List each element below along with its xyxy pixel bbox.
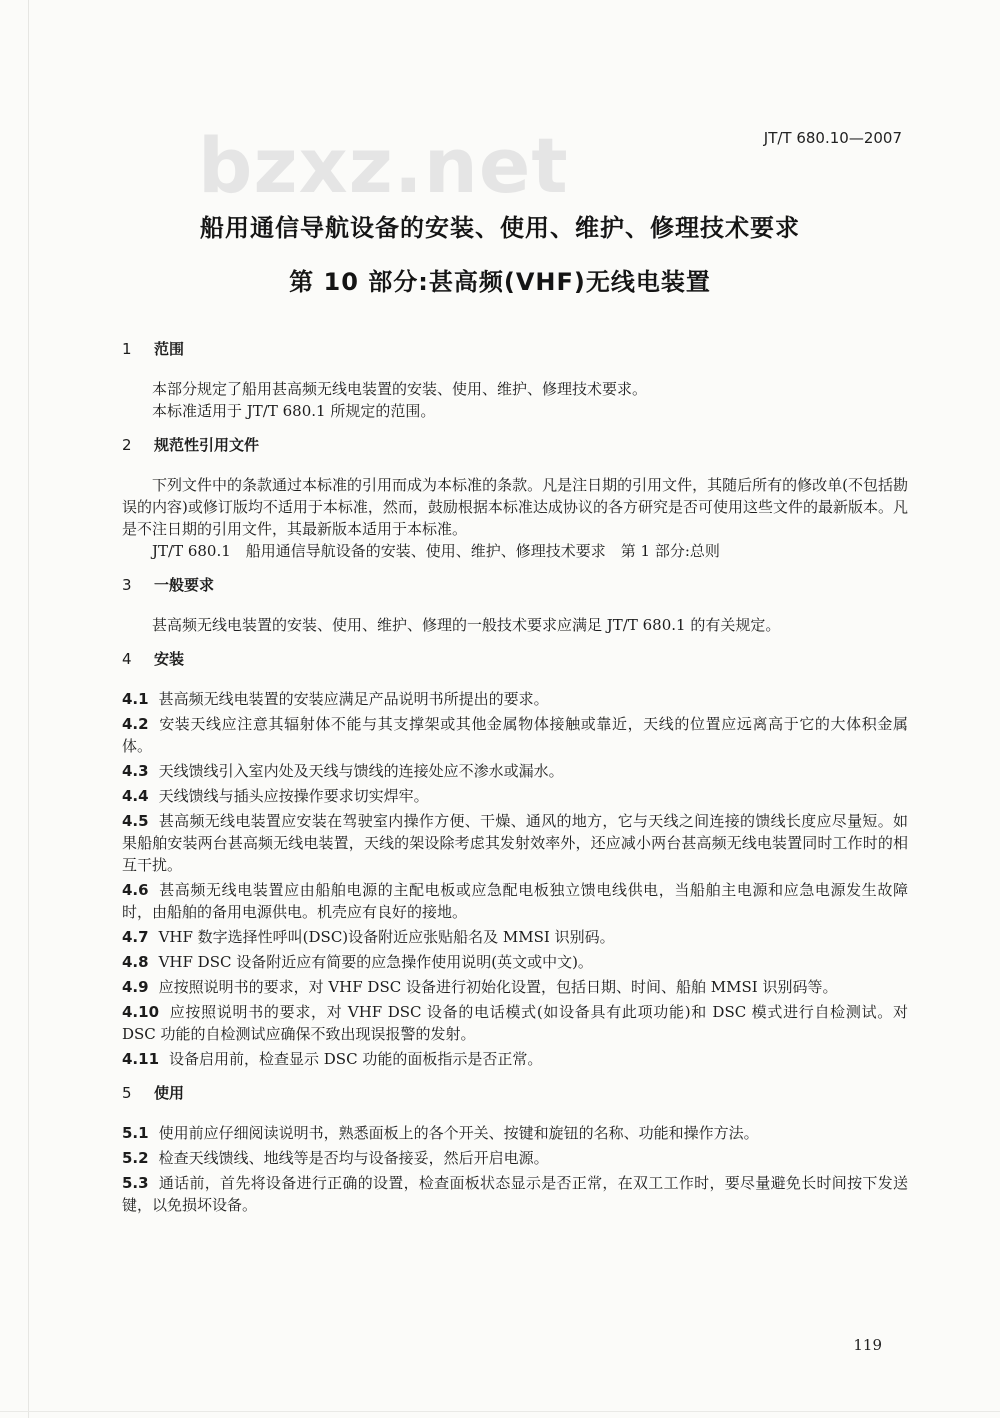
- clause-text: 应按照说明书的要求，对 VHF DSC 设备进行初始化设置，包括日期、时间、船舶 MMSI 识别码等。: [158, 978, 838, 996]
- section-5: [122, 1082, 908, 1216]
- clause: [122, 1001, 908, 1045]
- section-title: 安装: [154, 650, 185, 668]
- watermark: bzxz.net: [198, 121, 569, 210]
- section-heading: [122, 338, 908, 360]
- clause: [122, 1172, 908, 1216]
- clause-number: 5.3: [122, 1174, 149, 1192]
- section-2: [122, 434, 908, 562]
- clause-number: 4.11: [122, 1050, 160, 1068]
- clause-number: 4.5: [122, 812, 149, 830]
- page-number: 119: [853, 1336, 882, 1354]
- clause-text: 使用前应仔细阅读说明书，熟悉面板上的各个开关、按键和旋钮的名称、功能和操作方法。: [158, 1124, 759, 1142]
- section-number: 4: [122, 650, 132, 668]
- paragraph: 本部分规定了船用甚高频无线电装置的安装、使用、维护、修理技术要求。: [152, 380, 648, 398]
- section-1: [122, 338, 908, 422]
- clause: [122, 760, 908, 782]
- standard-code: JT/T 680.10—2007: [763, 129, 902, 147]
- clause-text: VHF DSC 设备附近应有简要的应急操作使用说明(英文或中文)。: [158, 953, 593, 971]
- clause: [122, 688, 908, 710]
- clause-text: 甚高频无线电装置应由船舶电源的主配电板或应急配电板独立馈电线供电，当船舶主电源和应急电源发生故障时，由船舶的备用电源供电。机壳应有良好的接地。: [122, 881, 908, 921]
- clause-number: 4.3: [122, 762, 149, 780]
- clause-text: 天线馈线与插头应按操作要求切实焊牢。: [158, 787, 429, 805]
- normative-reference: JT/T 680.1 船用通信导航设备的安装、使用、维护、修理技术要求 第 1 部分:总则: [152, 542, 720, 560]
- clause-number: 4.6: [122, 881, 149, 899]
- clause-text: VHF 数字选择性呼叫(DSC)设备附近应张贴船名及 MMSI 识别码。: [158, 928, 615, 946]
- scan-edge-bottom: [0, 1411, 1000, 1412]
- clause-text: 甚高频无线电装置的安装应满足产品说明书所提出的要求。: [158, 690, 549, 708]
- clause-text: 应按照说明书的要求，对 VHF DSC 设备的电话模式(如设备具有此项功能)和 DSC 模式进行自检测试。对 DSC 功能的自检测试应确保不致出现误报警的发射。: [122, 1003, 908, 1043]
- section-title: 范围: [154, 340, 185, 358]
- clause-number: 4.2: [122, 715, 149, 733]
- section-heading: [122, 648, 908, 670]
- clause: [122, 1048, 908, 1070]
- clause-number: 5.1: [122, 1124, 149, 1142]
- clause-text: 通话前，首先将设备进行正确的设置，检查面板状态显示是否正常，在双工工作时，要尽量避免长时间按下发送键，以免损坏设备。: [122, 1174, 908, 1214]
- document-body: [122, 338, 908, 1228]
- clause: [122, 785, 908, 807]
- paragraph: 本标准适用于 JT/T 680.1 所规定的范围。: [152, 402, 436, 420]
- section-title: 使用: [154, 1084, 185, 1102]
- section-number: 5: [122, 1084, 132, 1102]
- clause: [122, 810, 908, 876]
- clause: [122, 1147, 908, 1169]
- clause-text: 设备启用前，检查显示 DSC 功能的面板指示是否正常。: [169, 1050, 543, 1068]
- clause: [122, 713, 908, 757]
- section-heading: [122, 1082, 908, 1104]
- section-heading: [122, 574, 908, 596]
- section-heading: [122, 434, 908, 456]
- clause-number: 4.10: [122, 1003, 160, 1021]
- clause-number: 4.4: [122, 787, 149, 805]
- clause-text: 安装天线应注意其辐射体不能与其支撑架或其他金属物体接触或靠近，天线的位置应远离高于它的大体积金属体。: [122, 715, 908, 755]
- clause: [122, 926, 908, 948]
- clause: [122, 1122, 908, 1144]
- section-3: [122, 574, 908, 636]
- clause-number: 4.8: [122, 953, 149, 971]
- clause-text: 天线馈线引入室内处及天线与馈线的连接处应不渗水或漏水。: [158, 762, 564, 780]
- paragraph: 下列文件中的条款通过本标准的引用而成为本标准的条款。凡是注日期的引用文件，其随后所有的修改单(不包括勘误的内容)或修订版均不适用于本标准，然而，鼓励根据本标准达成协议的各方研究是否可使用这些文件的最新版本。凡是不注日期的引用文件，其最新版本适用于本标准。: [122, 476, 908, 538]
- clause-text: 甚高频无线电装置应安装在驾驶室内操作方便、干燥、通风的地方，它与天线之间连接的馈线长度应尽量短。如果船舶安装两台甚高频无线电装置，天线的架设除考虑其发射效率外，还应减小两台甚高频无线电装置同时工作时的相互干扰。: [122, 812, 908, 874]
- clause-number: 5.2: [122, 1149, 149, 1167]
- document-subtitle: 第 10 部分:甚高频(VHF)无线电装置: [289, 268, 711, 296]
- clause: [122, 976, 908, 998]
- clause-number: 4.7: [122, 928, 149, 946]
- section-title: 一般要求: [154, 576, 215, 594]
- document-title: 船用通信导航设备的安装、使用、维护、修理技术要求: [200, 214, 800, 242]
- clause-text: 检查天线馈线、地线等是否均与设备接妥，然后开启电源。: [158, 1149, 549, 1167]
- clause-number: 4.9: [122, 978, 149, 996]
- paragraph: 甚高频无线电装置的安装、使用、维护、修理的一般技术要求应满足 JT/T 680.1 的有关规定。: [152, 616, 781, 634]
- clause-number: 4.1: [122, 690, 149, 708]
- section-number: 3: [122, 576, 132, 594]
- clause: [122, 879, 908, 923]
- section-number: 1: [122, 340, 132, 358]
- section-number: 2: [122, 436, 132, 454]
- clause: [122, 951, 908, 973]
- section-title: 规范性引用文件: [154, 436, 260, 454]
- section-4: [122, 648, 908, 1070]
